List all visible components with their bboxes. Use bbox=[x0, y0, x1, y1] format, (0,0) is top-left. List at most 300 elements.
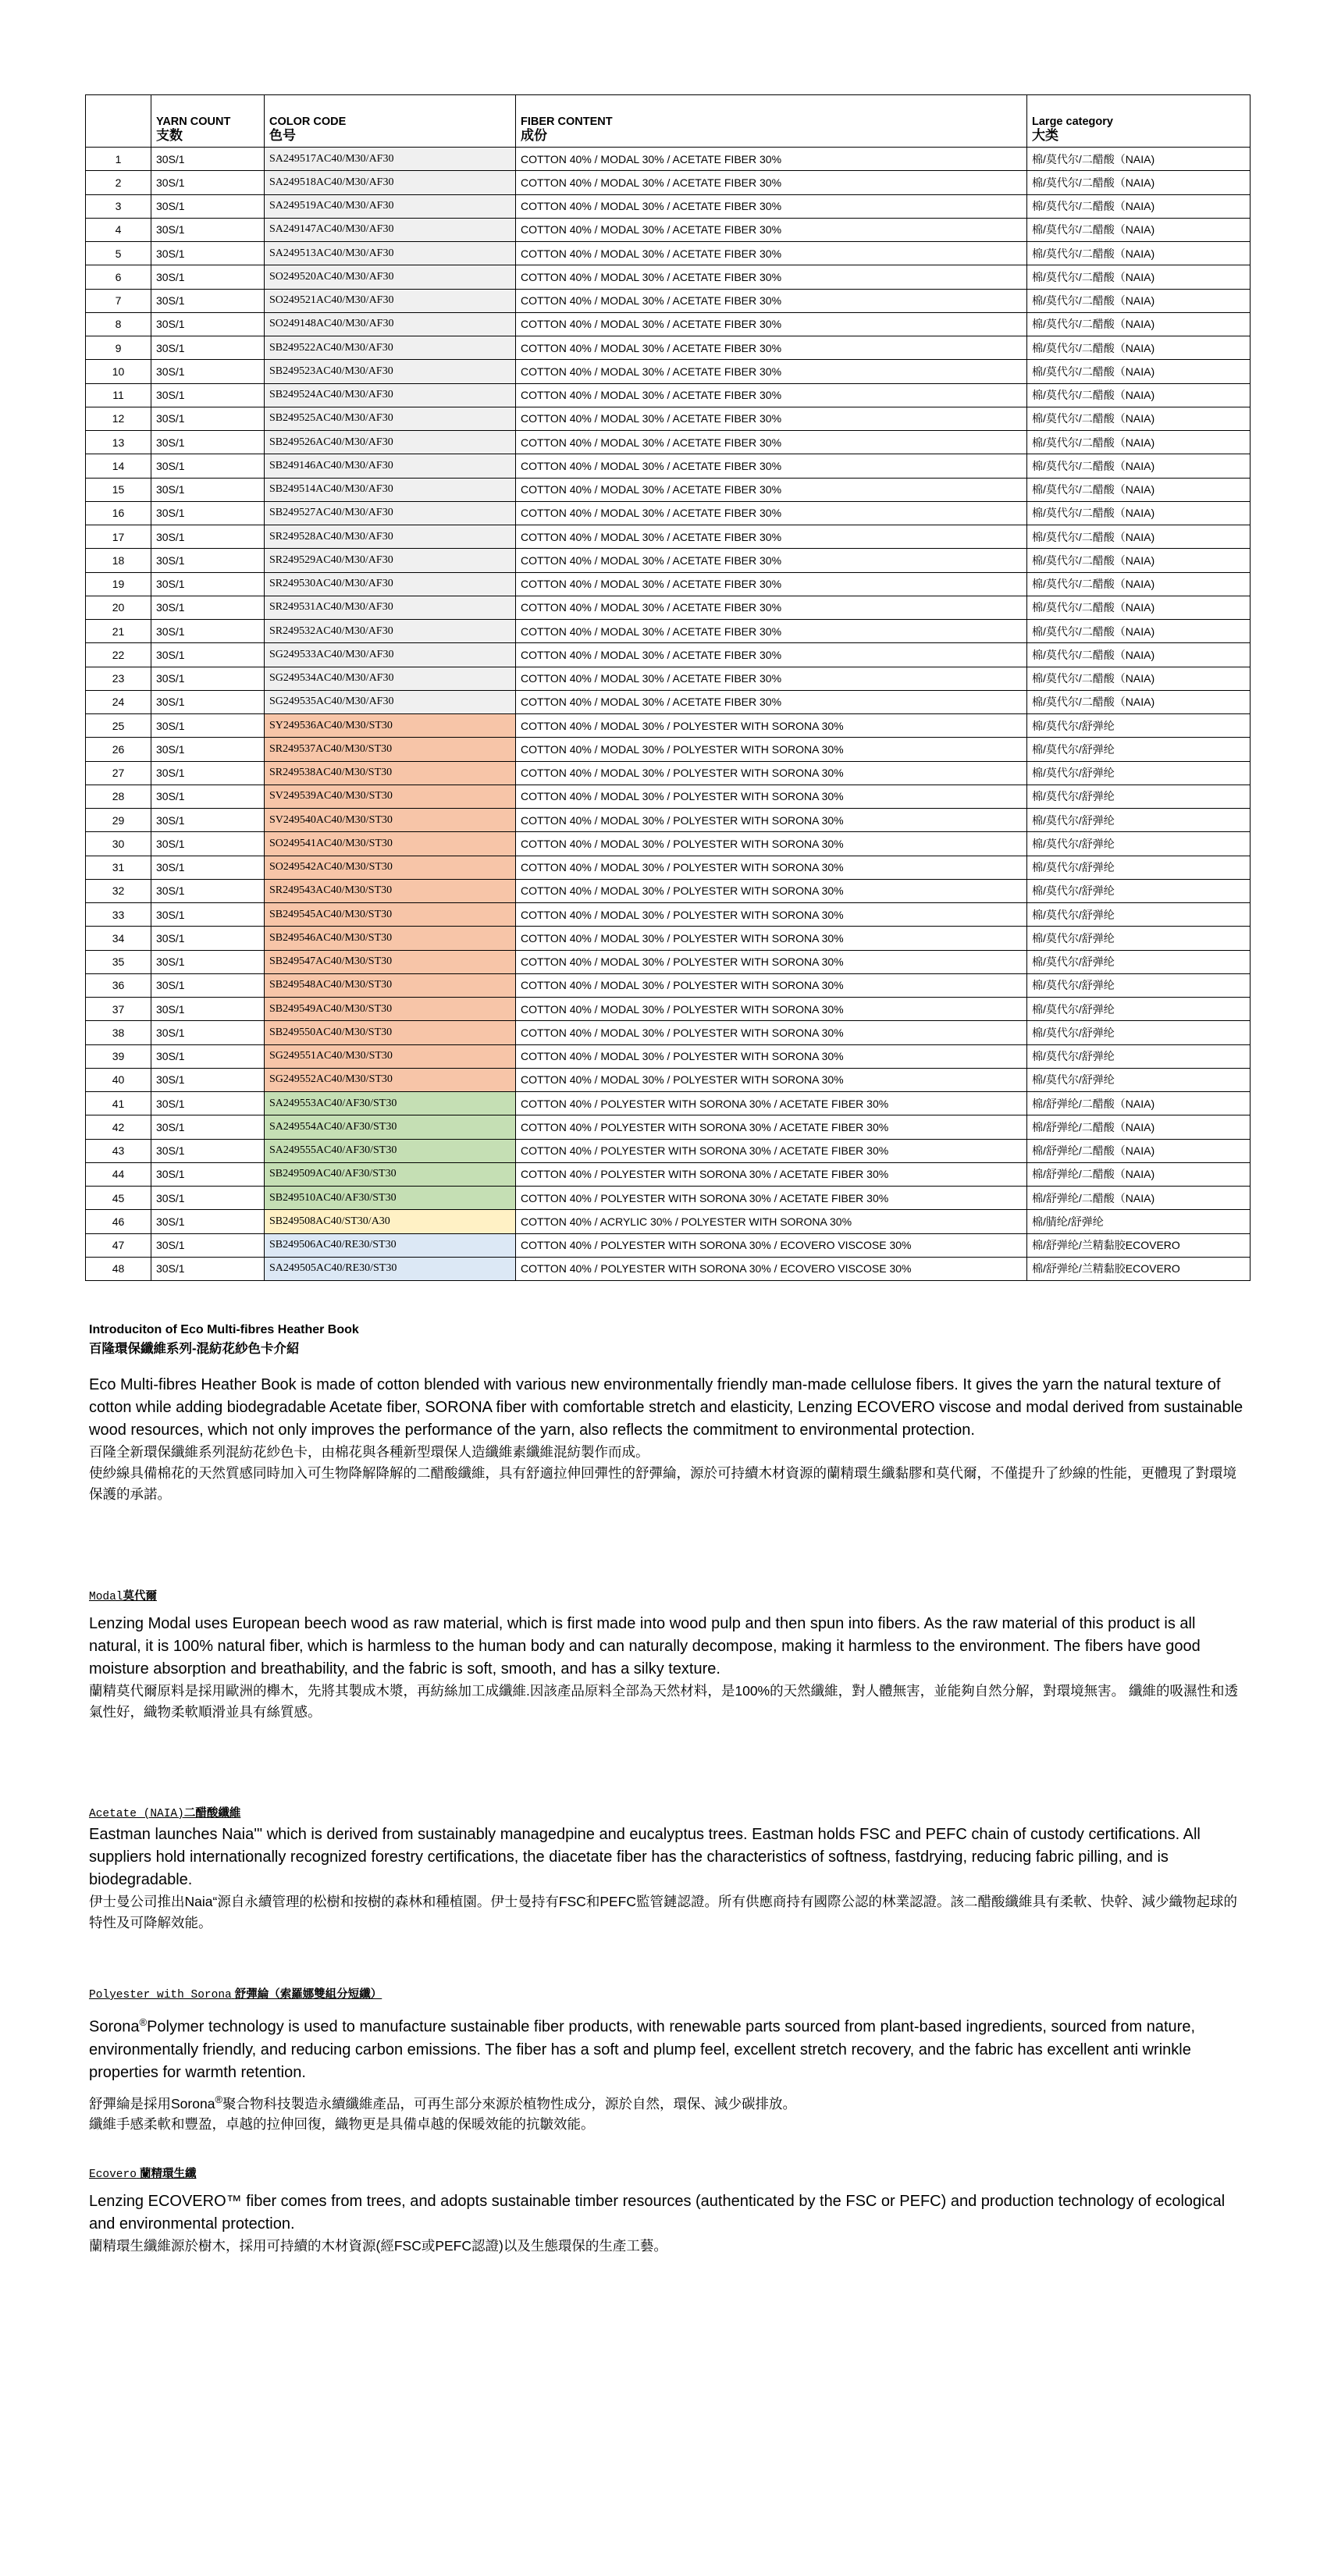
yarn-count-cell: 30S/1 bbox=[151, 312, 265, 336]
table-row bbox=[86, 714, 1251, 738]
category-cell: 棉/莫代尔/二醋酸（NAIA) bbox=[1027, 312, 1251, 336]
header-color-code: COLOR CODE 色号 bbox=[265, 95, 516, 148]
row-number: 27 bbox=[86, 761, 151, 785]
acetate-body-zh: 伊士曼公司推出Naia“源自永續管理的松樹和按樹的森林和種植園。伊士曼持有FSC和PEFC監管鏈認證。所有供應商持有國際公認的林業認證。該二醋酸纖維具有柔軟、快幹、減少織物起球的特性及可降解效能。 bbox=[89, 1894, 1237, 1930]
fiber-content-cell: COTTON 40% / MODAL 30% / POLYESTER WITH SORONA 30% bbox=[516, 1044, 1027, 1068]
category-cell: 棉/莫代尔/二醋酸（NAIA) bbox=[1027, 171, 1251, 194]
table-row bbox=[86, 856, 1251, 879]
table-row bbox=[86, 431, 1251, 454]
category-cell: 棉/莫代尔/二醋酸（NAIA) bbox=[1027, 336, 1251, 360]
color-code-cell: SR249543AC40/M30/ST30 bbox=[265, 879, 516, 902]
row-number: 37 bbox=[86, 998, 151, 1021]
sorona-section bbox=[89, 1985, 1244, 2135]
ecovero-body-zh: 蘭精環生纖維源於樹木，採用可持續的木材資源(經FSC或PEFC認證)以及生態環保的生產工藝。 bbox=[89, 2238, 667, 2254]
table-row bbox=[86, 265, 1251, 289]
table-row bbox=[86, 761, 1251, 785]
category-cell: 棉/舒弹纶/兰精黏胶ECOVERO bbox=[1027, 1257, 1251, 1280]
color-code-cell: SA249517AC40/M30/AF30 bbox=[265, 148, 516, 171]
row-number: 22 bbox=[86, 643, 151, 667]
color-code-cell: SB249547AC40/M30/ST30 bbox=[265, 950, 516, 973]
category-cell: 棉/莫代尔/二醋酸（NAIA) bbox=[1027, 690, 1251, 713]
row-number: 31 bbox=[86, 856, 151, 879]
fiber-content-cell: COTTON 40% / MODAL 30% / POLYESTER WITH SORONA 30% bbox=[516, 1021, 1027, 1044]
fiber-content-cell: COTTON 40% / MODAL 30% / POLYESTER WITH SORONA 30% bbox=[516, 761, 1027, 785]
row-number: 39 bbox=[86, 1044, 151, 1068]
sorona-body-zh-1: 舒彈綸是採用Sorona®聚合物科技製造永續纖維產品，可再生部分來源於植物性成分，源於自然，環保、減少碳排放。 bbox=[89, 2093, 797, 2112]
category-cell: 棉/舒弹纶/二醋酸（NAIA) bbox=[1027, 1139, 1251, 1162]
row-number: 18 bbox=[86, 549, 151, 572]
category-cell: 棉/莫代尔/二醋酸（NAIA) bbox=[1027, 407, 1251, 430]
yarn-count-cell: 30S/1 bbox=[151, 998, 265, 1021]
color-code-cell: SO249541AC40/M30/ST30 bbox=[265, 832, 516, 856]
category-cell: 棉/莫代尔/舒弹纶 bbox=[1027, 809, 1251, 832]
table-row bbox=[86, 171, 1251, 194]
table-row bbox=[86, 1092, 1251, 1115]
category-cell: 棉/舒弹纶/二醋酸（NAIA) bbox=[1027, 1092, 1251, 1115]
yarn-count-cell: 30S/1 bbox=[151, 360, 265, 383]
category-cell: 棉/莫代尔/二醋酸（NAIA) bbox=[1027, 643, 1251, 667]
table-row bbox=[86, 336, 1251, 360]
color-code-cell: SR249538AC40/M30/ST30 bbox=[265, 761, 516, 785]
category-cell: 棉/莫代尔/舒弹纶 bbox=[1027, 832, 1251, 856]
yarn-count-cell: 30S/1 bbox=[151, 832, 265, 856]
table-row bbox=[86, 903, 1251, 927]
yarn-count-cell: 30S/1 bbox=[151, 1068, 265, 1091]
fiber-content-cell: COTTON 40% / MODAL 30% / ACETATE FIBER 30% bbox=[516, 336, 1027, 360]
sorona-heading: Polyester with Sorona 舒彈綸（索羅娜雙組分短纖） bbox=[89, 1988, 382, 2001]
fiber-content-cell: COTTON 40% / POLYESTER WITH SORONA 30% / ACETATE FIBER 30% bbox=[516, 1092, 1027, 1115]
category-cell: 棉/舒弹纶/二醋酸（NAIA) bbox=[1027, 1162, 1251, 1186]
sorona-body-en: Sorona®Polymer technology is used to manufacture sustainable fiber products, with renewable parts sourced from plant-based ingredients, sourced from nature, environmentally friendly, and reducing carbon emissions. The fiber has a soft and plump feel, excellent stretch recovery, and the fabric has excellent anti wrinkle properties for warmth retention. bbox=[89, 2016, 1196, 2081]
table-row bbox=[86, 738, 1251, 761]
yarn-color-table bbox=[85, 94, 1251, 1281]
table-row bbox=[86, 927, 1251, 950]
row-number: 17 bbox=[86, 525, 151, 549]
fiber-content-cell: COTTON 40% / MODAL 30% / ACETATE FIBER 30% bbox=[516, 596, 1027, 619]
category-cell: 棉/莫代尔/二醋酸（NAIA) bbox=[1027, 431, 1251, 454]
yarn-count-cell: 30S/1 bbox=[151, 1257, 265, 1280]
fiber-content-cell: COTTON 40% / MODAL 30% / POLYESTER WITH SORONA 30% bbox=[516, 785, 1027, 808]
yarn-count-cell: 30S/1 bbox=[151, 265, 265, 289]
color-code-cell: SR249532AC40/M30/AF30 bbox=[265, 620, 516, 643]
color-code-cell: SV249540AC40/M30/ST30 bbox=[265, 809, 516, 832]
category-cell: 棉/莫代尔/二醋酸（NAIA) bbox=[1027, 478, 1251, 501]
table-row bbox=[86, 478, 1251, 501]
row-number: 4 bbox=[86, 218, 151, 241]
yarn-count-cell: 30S/1 bbox=[151, 549, 265, 572]
yarn-count-cell: 30S/1 bbox=[151, 856, 265, 879]
intro-title-en: Introduciton of Eco Multi-fibres Heather Book bbox=[89, 1323, 359, 1336]
fiber-content-cell: COTTON 40% / MODAL 30% / POLYESTER WITH SORONA 30% bbox=[516, 809, 1027, 832]
fiber-content-cell: COTTON 40% / MODAL 30% / ACETATE FIBER 30% bbox=[516, 171, 1027, 194]
yarn-count-cell: 30S/1 bbox=[151, 171, 265, 194]
ecovero-body-en: Lenzing ECOVERO™ fiber comes from trees, and adopts sustainable timber resources (authenticated by the FSC or PEFC) and production technology of ecological and environmental protection. bbox=[89, 2193, 1226, 2233]
fiber-content-cell: COTTON 40% / POLYESTER WITH SORONA 30% / ECOVERO VISCOSE 30% bbox=[516, 1257, 1027, 1280]
yarn-count-cell: 30S/1 bbox=[151, 1187, 265, 1210]
yarn-count-cell: 30S/1 bbox=[151, 525, 265, 549]
color-code-cell: SA249518AC40/M30/AF30 bbox=[265, 171, 516, 194]
row-number: 45 bbox=[86, 1187, 151, 1210]
table-row bbox=[86, 620, 1251, 643]
category-cell: 棉/莫代尔/二醋酸（NAIA) bbox=[1027, 620, 1251, 643]
table-row bbox=[86, 572, 1251, 596]
row-number: 33 bbox=[86, 903, 151, 927]
table-row bbox=[86, 194, 1251, 218]
fiber-content-cell: COTTON 40% / MODAL 30% / ACETATE FIBER 30% bbox=[516, 194, 1027, 218]
row-number: 6 bbox=[86, 265, 151, 289]
header-fiber-content: FIBER CONTENT 成份 bbox=[516, 95, 1027, 148]
yarn-count-cell: 30S/1 bbox=[151, 1021, 265, 1044]
yarn-count-cell: 30S/1 bbox=[151, 1092, 265, 1115]
row-number: 41 bbox=[86, 1092, 151, 1115]
color-code-cell: SA249505AC40/RE30/ST30 bbox=[265, 1257, 516, 1280]
ecovero-heading: Ecovero 蘭精環生纖 bbox=[89, 2168, 197, 2181]
yarn-count-cell: 30S/1 bbox=[151, 383, 265, 407]
table-row bbox=[86, 1162, 1251, 1186]
fiber-content-cell: COTTON 40% / MODAL 30% / POLYESTER WITH SORONA 30% bbox=[516, 879, 1027, 902]
category-cell: 棉/莫代尔/舒弹纶 bbox=[1027, 785, 1251, 808]
color-code-cell: SB249549AC40/M30/ST30 bbox=[265, 998, 516, 1021]
category-cell: 棉/莫代尔/舒弹纶 bbox=[1027, 761, 1251, 785]
intro-body-zh-2: 使紗線具備棉花的天然質感同時加入可生物降解降解的二醋酸纖維，具有舒適拉伸回彈性的舒彈綸，源於可持續木材資源的蘭精環生纖黏膠和莫代爾，不僅提升了紗線的性能，更體現了對環境保護的承諾。 bbox=[89, 1465, 1236, 1502]
row-number: 16 bbox=[86, 501, 151, 525]
table-row bbox=[86, 998, 1251, 1021]
color-code-cell: SO249148AC40/M30/AF30 bbox=[265, 312, 516, 336]
fiber-content-cell: COTTON 40% / MODAL 30% / ACETATE FIBER 30% bbox=[516, 360, 1027, 383]
table-row bbox=[86, 1210, 1251, 1233]
row-number: 47 bbox=[86, 1233, 151, 1257]
sorona-body-zh-2: 纖維手感柔軟和豐盈，卓越的拉伸回復，織物更是具備卓越的保暖效能的抗皺效能。 bbox=[89, 2116, 595, 2133]
table-row bbox=[86, 643, 1251, 667]
table-row bbox=[86, 690, 1251, 713]
fiber-content-cell: COTTON 40% / MODAL 30% / ACETATE FIBER 30% bbox=[516, 431, 1027, 454]
yarn-count-cell: 30S/1 bbox=[151, 1044, 265, 1068]
category-cell: 棉/莫代尔/二醋酸（NAIA) bbox=[1027, 572, 1251, 596]
category-cell: 棉/莫代尔/二醋酸（NAIA) bbox=[1027, 525, 1251, 549]
ecovero-section bbox=[89, 2165, 1244, 2257]
color-code-cell: SA249147AC40/M30/AF30 bbox=[265, 218, 516, 241]
color-code-cell: SB249146AC40/M30/AF30 bbox=[265, 454, 516, 478]
row-number: 9 bbox=[86, 336, 151, 360]
color-code-cell: SB249524AC40/M30/AF30 bbox=[265, 383, 516, 407]
category-cell: 棉/莫代尔/舒弹纶 bbox=[1027, 1044, 1251, 1068]
category-cell: 棉/莫代尔/舒弹纶 bbox=[1027, 950, 1251, 973]
table-row bbox=[86, 785, 1251, 808]
table-row bbox=[86, 1187, 1251, 1210]
row-number: 11 bbox=[86, 383, 151, 407]
category-cell: 棉/舒弹纶/二醋酸（NAIA) bbox=[1027, 1115, 1251, 1139]
color-code-cell: SR249531AC40/M30/AF30 bbox=[265, 596, 516, 619]
fiber-content-cell: COTTON 40% / MODAL 30% / ACETATE FIBER 30% bbox=[516, 265, 1027, 289]
color-code-cell: SA249555AC40/AF30/ST30 bbox=[265, 1139, 516, 1162]
yarn-count-cell: 30S/1 bbox=[151, 714, 265, 738]
color-code-cell: SB249545AC40/M30/ST30 bbox=[265, 903, 516, 927]
category-cell: 棉/莫代尔/二醋酸（NAIA) bbox=[1027, 549, 1251, 572]
yarn-count-cell: 30S/1 bbox=[151, 903, 265, 927]
yarn-count-cell: 30S/1 bbox=[151, 667, 265, 690]
row-number: 46 bbox=[86, 1210, 151, 1233]
row-number: 7 bbox=[86, 289, 151, 312]
intro-body-zh-1: 百隆全新環保纖維系列混紡花紗色卡，由棉花與各種新型環保人造纖維素纖維混紡製作而成。 bbox=[89, 1444, 649, 1460]
table-row bbox=[86, 832, 1251, 856]
fiber-content-cell: COTTON 40% / MODAL 30% / POLYESTER WITH SORONA 30% bbox=[516, 973, 1027, 997]
row-number: 32 bbox=[86, 879, 151, 902]
fiber-content-cell: COTTON 40% / MODAL 30% / ACETATE FIBER 30% bbox=[516, 242, 1027, 265]
yarn-count-cell: 30S/1 bbox=[151, 478, 265, 501]
fiber-content-cell: COTTON 40% / MODAL 30% / ACETATE FIBER 30% bbox=[516, 312, 1027, 336]
color-code-cell: SB249522AC40/M30/AF30 bbox=[265, 336, 516, 360]
color-code-cell: SG249534AC40/M30/AF30 bbox=[265, 667, 516, 690]
category-cell: 棉/莫代尔/二醋酸（NAIA) bbox=[1027, 242, 1251, 265]
color-code-cell: SR249530AC40/M30/AF30 bbox=[265, 572, 516, 596]
color-code-cell: SB249510AC40/AF30/ST30 bbox=[265, 1187, 516, 1210]
yarn-count-cell: 30S/1 bbox=[151, 643, 265, 667]
fiber-content-cell: COTTON 40% / ACRYLIC 30% / POLYESTER WITH SORONA 30% bbox=[516, 1210, 1027, 1233]
color-code-cell: SO249520AC40/M30/AF30 bbox=[265, 265, 516, 289]
row-number: 48 bbox=[86, 1257, 151, 1280]
yarn-count-cell: 30S/1 bbox=[151, 407, 265, 430]
header-yarn-count: YARN COUNT 支数 bbox=[151, 95, 265, 148]
color-code-cell: SA249513AC40/M30/AF30 bbox=[265, 242, 516, 265]
table-row bbox=[86, 973, 1251, 997]
header-no bbox=[86, 95, 151, 148]
fiber-content-cell: COTTON 40% / MODAL 30% / POLYESTER WITH SORONA 30% bbox=[516, 950, 1027, 973]
row-number: 38 bbox=[86, 1021, 151, 1044]
yarn-count-cell: 30S/1 bbox=[151, 572, 265, 596]
color-code-cell: SO249542AC40/M30/ST30 bbox=[265, 856, 516, 879]
fiber-content-cell: COTTON 40% / MODAL 30% / ACETATE FIBER 30% bbox=[516, 478, 1027, 501]
fiber-content-cell: COTTON 40% / MODAL 30% / POLYESTER WITH SORONA 30% bbox=[516, 927, 1027, 950]
row-number: 23 bbox=[86, 667, 151, 690]
table-row bbox=[86, 1115, 1251, 1139]
row-number: 26 bbox=[86, 738, 151, 761]
category-cell: 棉/莫代尔/二醋酸（NAIA) bbox=[1027, 501, 1251, 525]
yarn-count-cell: 30S/1 bbox=[151, 218, 265, 241]
fiber-content-cell: COTTON 40% / MODAL 30% / ACETATE FIBER 30% bbox=[516, 454, 1027, 478]
color-code-cell: SA249554AC40/AF30/ST30 bbox=[265, 1115, 516, 1139]
row-number: 29 bbox=[86, 809, 151, 832]
fiber-content-cell: COTTON 40% / MODAL 30% / ACETATE FIBER 30% bbox=[516, 218, 1027, 241]
yarn-count-cell: 30S/1 bbox=[151, 879, 265, 902]
row-number: 36 bbox=[86, 973, 151, 997]
fiber-content-cell: COTTON 40% / MODAL 30% / ACETATE FIBER 30% bbox=[516, 549, 1027, 572]
table-row bbox=[86, 667, 1251, 690]
table-row bbox=[86, 242, 1251, 265]
color-code-cell: SB249546AC40/M30/ST30 bbox=[265, 927, 516, 950]
yarn-count-cell: 30S/1 bbox=[151, 1162, 265, 1186]
table-row bbox=[86, 1021, 1251, 1044]
row-number: 24 bbox=[86, 690, 151, 713]
table-row bbox=[86, 501, 1251, 525]
category-cell: 棉/莫代尔/二醋酸（NAIA) bbox=[1027, 667, 1251, 690]
row-number: 19 bbox=[86, 572, 151, 596]
table-row bbox=[86, 809, 1251, 832]
fiber-content-cell: COTTON 40% / MODAL 30% / POLYESTER WITH SORONA 30% bbox=[516, 1068, 1027, 1091]
category-cell: 棉/莫代尔/舒弹纶 bbox=[1027, 879, 1251, 902]
table-row bbox=[86, 879, 1251, 902]
table-row bbox=[86, 383, 1251, 407]
fiber-content-cell: COTTON 40% / MODAL 30% / POLYESTER WITH SORONA 30% bbox=[516, 738, 1027, 761]
category-cell: 棉/莫代尔/舒弹纶 bbox=[1027, 1068, 1251, 1091]
category-cell: 棉/莫代尔/二醋酸（NAIA) bbox=[1027, 148, 1251, 171]
category-cell: 棉/莫代尔/舒弹纶 bbox=[1027, 1021, 1251, 1044]
color-code-cell: SG249551AC40/M30/ST30 bbox=[265, 1044, 516, 1068]
color-code-cell: SA249553AC40/AF30/ST30 bbox=[265, 1092, 516, 1115]
table-row bbox=[86, 312, 1251, 336]
fiber-content-cell: COTTON 40% / MODAL 30% / ACETATE FIBER 30% bbox=[516, 501, 1027, 525]
yarn-count-cell: 30S/1 bbox=[151, 1139, 265, 1162]
acetate-section bbox=[89, 1804, 1244, 1934]
fiber-content-cell: COTTON 40% / POLYESTER WITH SORONA 30% / ECOVERO VISCOSE 30% bbox=[516, 1233, 1027, 1257]
yarn-count-cell: 30S/1 bbox=[151, 690, 265, 713]
color-code-cell: SB249509AC40/AF30/ST30 bbox=[265, 1162, 516, 1186]
yarn-count-cell: 30S/1 bbox=[151, 950, 265, 973]
acetate-heading: Acetate (NAIA)二醋酸纖維 bbox=[89, 1807, 241, 1820]
row-number: 15 bbox=[86, 478, 151, 501]
category-cell: 棉/莫代尔/二醋酸（NAIA) bbox=[1027, 596, 1251, 619]
color-code-cell: SB249514AC40/M30/AF30 bbox=[265, 478, 516, 501]
yarn-count-cell: 30S/1 bbox=[151, 289, 265, 312]
table-row bbox=[86, 289, 1251, 312]
fiber-content-cell: COTTON 40% / POLYESTER WITH SORONA 30% / ACETATE FIBER 30% bbox=[516, 1187, 1027, 1210]
category-cell: 棉/莫代尔/舒弹纶 bbox=[1027, 714, 1251, 738]
fiber-content-cell: COTTON 40% / POLYESTER WITH SORONA 30% / ACETATE FIBER 30% bbox=[516, 1162, 1027, 1186]
row-number: 34 bbox=[86, 927, 151, 950]
table-row bbox=[86, 1257, 1251, 1280]
yarn-count-cell: 30S/1 bbox=[151, 454, 265, 478]
category-cell: 棉/莫代尔/二醋酸（NAIA) bbox=[1027, 218, 1251, 241]
yarn-count-cell: 30S/1 bbox=[151, 148, 265, 171]
table-row bbox=[86, 1139, 1251, 1162]
category-cell: 棉/莫代尔/二醋酸（NAIA) bbox=[1027, 454, 1251, 478]
color-code-cell: SO249521AC40/M30/AF30 bbox=[265, 289, 516, 312]
fiber-content-cell: COTTON 40% / MODAL 30% / ACETATE FIBER 30% bbox=[516, 289, 1027, 312]
row-number: 21 bbox=[86, 620, 151, 643]
row-number: 10 bbox=[86, 360, 151, 383]
category-cell: 棉/莫代尔/二醋酸（NAIA) bbox=[1027, 360, 1251, 383]
fiber-content-cell: COTTON 40% / MODAL 30% / POLYESTER WITH SORONA 30% bbox=[516, 832, 1027, 856]
category-cell: 棉/莫代尔/二醋酸（NAIA) bbox=[1027, 383, 1251, 407]
row-number: 20 bbox=[86, 596, 151, 619]
category-cell: 棉/莫代尔/舒弹纶 bbox=[1027, 856, 1251, 879]
fiber-content-cell: COTTON 40% / MODAL 30% / POLYESTER WITH SORONA 30% bbox=[516, 856, 1027, 879]
row-number: 13 bbox=[86, 431, 151, 454]
category-cell: 棉/舒弹纶/二醋酸（NAIA) bbox=[1027, 1187, 1251, 1210]
acetate-body-en: Eastman launches Naia'" which is derived from sustainably managedpine and eucalyptus trees. Eastman holds FSC and PEFC chain of custody certifications. All suppliers hold internationally recognized forestry certifications, the diacetate fiber has the characteristics of softness, fastdrying, reducing fabric pilling, and is biodegradable. bbox=[89, 1826, 1201, 1888]
modal-section bbox=[89, 1587, 1244, 1723]
yarn-count-cell: 30S/1 bbox=[151, 809, 265, 832]
color-code-cell: SB249506AC40/RE30/ST30 bbox=[265, 1233, 516, 1257]
table-row bbox=[86, 525, 1251, 549]
row-number: 2 bbox=[86, 171, 151, 194]
color-code-cell: SR249537AC40/M30/ST30 bbox=[265, 738, 516, 761]
table-row bbox=[86, 407, 1251, 430]
table-row bbox=[86, 950, 1251, 973]
row-number: 44 bbox=[86, 1162, 151, 1186]
color-code-cell: SB249526AC40/M30/AF30 bbox=[265, 431, 516, 454]
category-cell: 棉/莫代尔/二醋酸（NAIA) bbox=[1027, 194, 1251, 218]
color-code-cell: SY249536AC40/M30/ST30 bbox=[265, 714, 516, 738]
category-cell: 棉/莫代尔/舒弹纶 bbox=[1027, 973, 1251, 997]
fiber-content-cell: COTTON 40% / MODAL 30% / ACETATE FIBER 30% bbox=[516, 620, 1027, 643]
modal-heading: Modal莫代爾 bbox=[89, 1590, 158, 1603]
table-header-row bbox=[86, 95, 1251, 148]
fiber-content-cell: COTTON 40% / MODAL 30% / ACETATE FIBER 30% bbox=[516, 525, 1027, 549]
table-body bbox=[86, 148, 1251, 1281]
yarn-count-cell: 30S/1 bbox=[151, 761, 265, 785]
color-code-cell: SB249527AC40/M30/AF30 bbox=[265, 501, 516, 525]
category-cell: 棉/莫代尔/舒弹纶 bbox=[1027, 738, 1251, 761]
table-row bbox=[86, 1233, 1251, 1257]
yarn-count-cell: 30S/1 bbox=[151, 927, 265, 950]
color-code-cell: SV249539AC40/M30/ST30 bbox=[265, 785, 516, 808]
table-row bbox=[86, 1044, 1251, 1068]
yarn-count-cell: 30S/1 bbox=[151, 336, 265, 360]
color-code-cell: SB249550AC40/M30/ST30 bbox=[265, 1021, 516, 1044]
color-code-cell: SB249525AC40/M30/AF30 bbox=[265, 407, 516, 430]
fiber-content-cell: COTTON 40% / MODAL 30% / ACETATE FIBER 30% bbox=[516, 643, 1027, 667]
category-cell: 棉/莫代尔/舒弹纶 bbox=[1027, 998, 1251, 1021]
table-row bbox=[86, 218, 1251, 241]
intro-title-zh: 百隆環保纖維系列-混紡花紗色卡介紹 bbox=[89, 1342, 300, 1356]
row-number: 30 bbox=[86, 832, 151, 856]
row-number: 14 bbox=[86, 454, 151, 478]
yarn-count-cell: 30S/1 bbox=[151, 1115, 265, 1139]
color-code-cell: SG249533AC40/M30/AF30 bbox=[265, 643, 516, 667]
yarn-count-cell: 30S/1 bbox=[151, 1233, 265, 1257]
fiber-content-cell: COTTON 40% / MODAL 30% / ACETATE FIBER 30% bbox=[516, 407, 1027, 430]
table-row bbox=[86, 148, 1251, 171]
fiber-content-cell: COTTON 40% / POLYESTER WITH SORONA 30% / ACETATE FIBER 30% bbox=[516, 1139, 1027, 1162]
fiber-content-cell: COTTON 40% / MODAL 30% / POLYESTER WITH SORONA 30% bbox=[516, 903, 1027, 927]
fiber-content-cell: COTTON 40% / MODAL 30% / ACETATE FIBER 30% bbox=[516, 383, 1027, 407]
row-number: 25 bbox=[86, 714, 151, 738]
row-number: 42 bbox=[86, 1115, 151, 1139]
row-number: 5 bbox=[86, 242, 151, 265]
color-code-cell: SB249523AC40/M30/AF30 bbox=[265, 360, 516, 383]
row-number: 28 bbox=[86, 785, 151, 808]
yarn-count-cell: 30S/1 bbox=[151, 194, 265, 218]
color-code-cell: SG249552AC40/M30/ST30 bbox=[265, 1068, 516, 1091]
fiber-content-cell: COTTON 40% / MODAL 30% / ACETATE FIBER 30% bbox=[516, 572, 1027, 596]
modal-body-zh: 蘭精莫代爾原料是採用歐洲的櫸木，先將其製成木漿，再紡絲加工成纖維.因該產品原料全部為天然材料，是100%的天然纖維，對人體無害，並能夠自然分解，對環境無害。 纖維的吸濕性和透氣性好，織物柔軟順滑並具有絲質感。 bbox=[89, 1683, 1238, 1720]
fiber-content-cell: COTTON 40% / MODAL 30% / ACETATE FIBER 30% bbox=[516, 667, 1027, 690]
fiber-content-cell: COTTON 40% / MODAL 30% / ACETATE FIBER 30% bbox=[516, 148, 1027, 171]
fiber-content-cell: COTTON 40% / MODAL 30% / ACETATE FIBER 30% bbox=[516, 690, 1027, 713]
row-number: 35 bbox=[86, 950, 151, 973]
row-number: 43 bbox=[86, 1139, 151, 1162]
fiber-content-cell: COTTON 40% / MODAL 30% / POLYESTER WITH SORONA 30% bbox=[516, 998, 1027, 1021]
color-code-cell: SG249535AC40/M30/AF30 bbox=[265, 690, 516, 713]
category-cell: 棉/莫代尔/舒弹纶 bbox=[1027, 903, 1251, 927]
color-code-cell: SR249528AC40/M30/AF30 bbox=[265, 525, 516, 549]
category-cell: 棉/莫代尔/二醋酸（NAIA) bbox=[1027, 289, 1251, 312]
color-code-cell: SB249548AC40/M30/ST30 bbox=[265, 973, 516, 997]
yarn-count-cell: 30S/1 bbox=[151, 596, 265, 619]
yarn-count-cell: 30S/1 bbox=[151, 501, 265, 525]
fiber-content-cell: COTTON 40% / POLYESTER WITH SORONA 30% / ACETATE FIBER 30% bbox=[516, 1115, 1027, 1139]
intro-section bbox=[89, 1321, 1244, 1505]
table-row bbox=[86, 454, 1251, 478]
color-code-cell: SR249529AC40/M30/AF30 bbox=[265, 549, 516, 572]
category-cell: 棉/莫代尔/二醋酸（NAIA) bbox=[1027, 265, 1251, 289]
row-number: 8 bbox=[86, 312, 151, 336]
category-cell: 棉/腈纶/舒弹纶 bbox=[1027, 1210, 1251, 1233]
category-cell: 棉/莫代尔/舒弹纶 bbox=[1027, 927, 1251, 950]
category-cell: 棉/舒弹纶/兰精黏胶ECOVERO bbox=[1027, 1233, 1251, 1257]
table-row bbox=[86, 596, 1251, 619]
table-row bbox=[86, 1068, 1251, 1091]
